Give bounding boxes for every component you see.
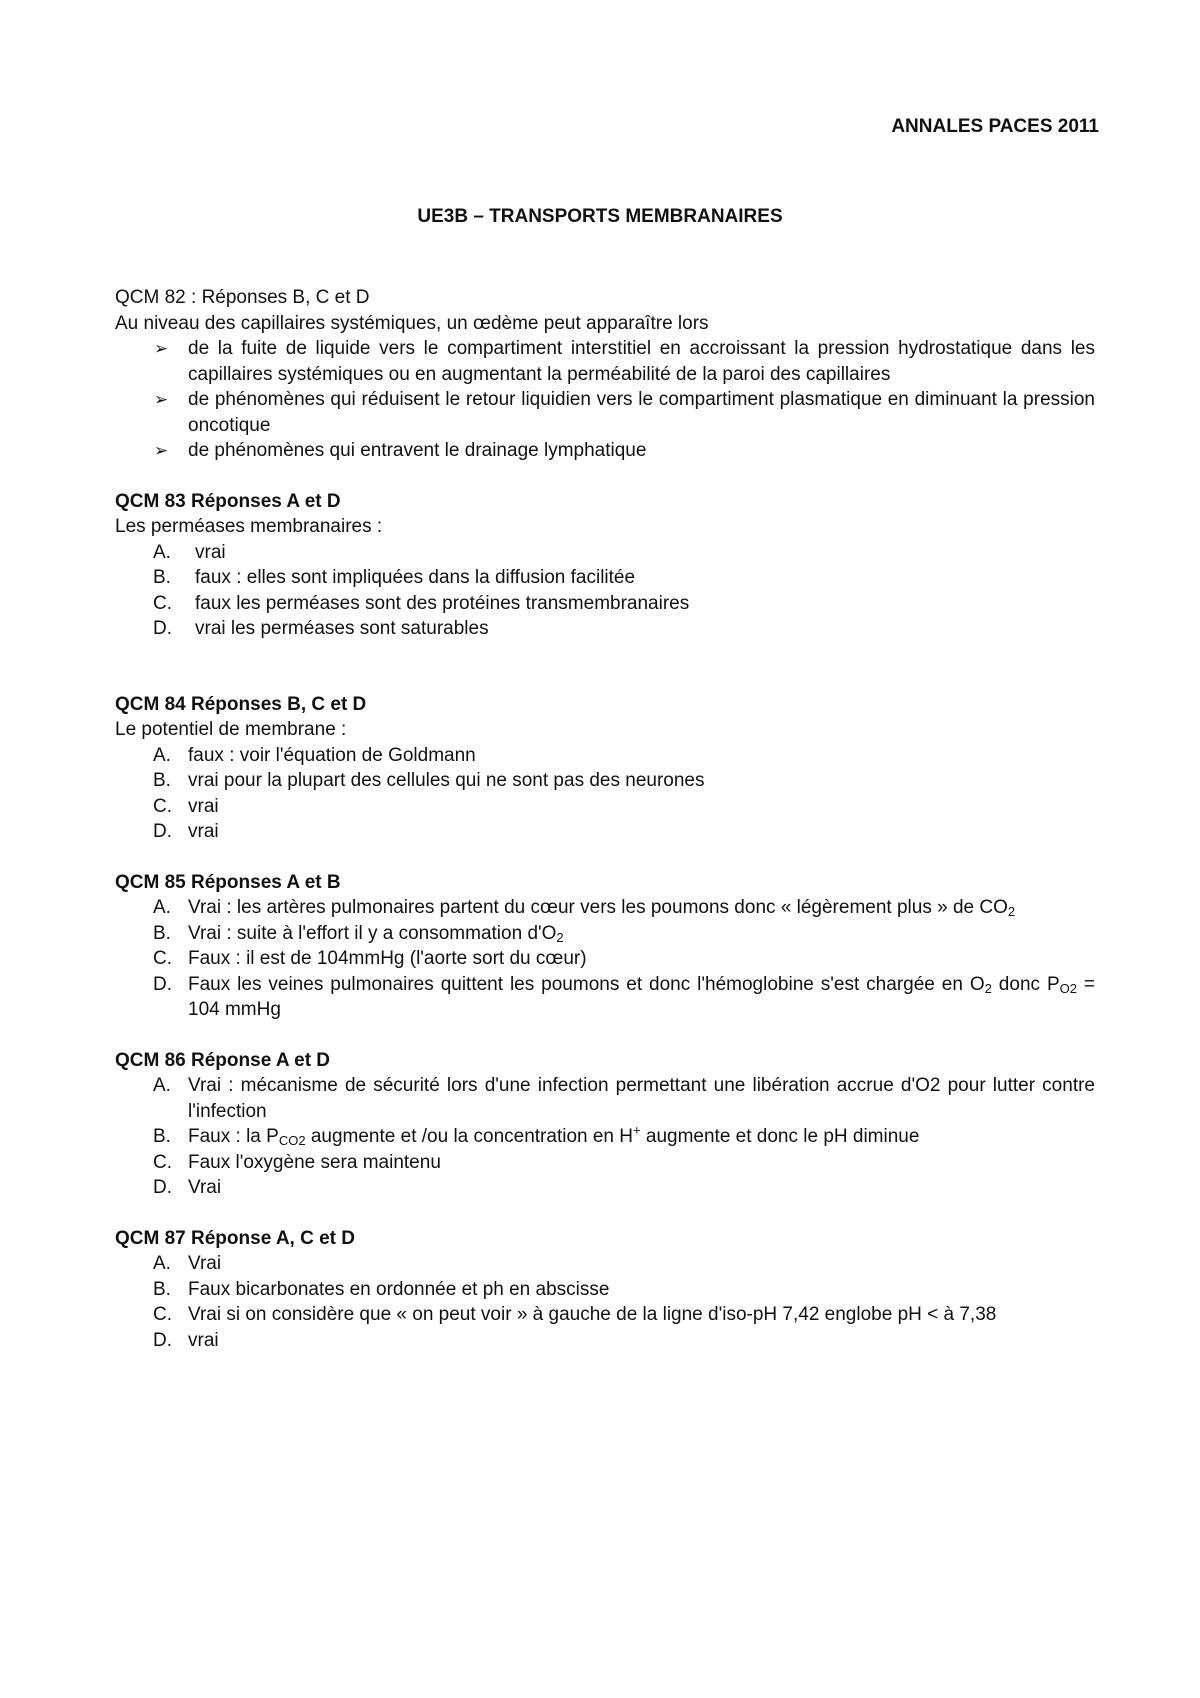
qcm-83-heading: QCM 83 Réponses A et D [115,490,341,512]
list-item: B. faux : elles sont impliquées dans la diffusion facilitée [153,567,636,588]
qcm-84 [115,692,1095,845]
list-item: D. Faux les veines pulmonaires quittent les poumons et donc l'hémoglobine s'est chargée en $O_2$ donc $P_{O2} = 104$ mmHg [153,973,1095,1020]
list-item: C. Vrai si on considère que « on peut voir » à gauche de la ligne d'iso-pH 7,42 englobe pH < à 7,38 [153,1304,997,1325]
list-item: A. faux : voir l'équation de Goldmann [153,744,476,766]
qcm-84-intro: Le potentiel de membrane : [115,719,347,740]
list-item: C. vrai [153,795,219,817]
qcm-82 [115,285,1095,464]
list-item: B. Faux : la $P_{CO2}$ augmente et /ou la concentration en H+ augmente et donc le pH diminue [153,1122,920,1148]
list-item: A. Vrai [153,1253,222,1274]
page-title: UE3B – TRANSPORTS MEMBRANAIRES [417,206,783,227]
qcm-85-answers [115,895,1095,1023]
list-item: D. vrai les perméases sont saturables [153,618,489,639]
list-item: A. vrai [153,541,226,563]
list-item: B. Vrai : suite à l'effort il y a consommation $d'O_2$ [153,922,564,945]
qcm-86-answers [115,1073,1095,1201]
list-item: D. vrai [153,1329,219,1351]
qcm-85 [115,870,1095,1023]
header-label: ANNALES PACES 2011 [891,116,1099,137]
qcm-83-intro: Les perméases membranaires : [115,516,383,537]
qcm-87-answers [115,1251,1095,1353]
qcm-87-heading: QCM 87 Réponse A, C et D [115,1227,356,1249]
list-item: D. Vrai [153,1177,222,1198]
list-item: C. Faux : il est de 104mmHg (l'aorte sort du cœur) [153,948,587,969]
qcm-84-answers [115,743,1095,845]
qcm-82-intro: Au niveau des capillaires systémiques, un œdème peut apparaître lors [115,312,709,334]
qcm-86 [115,1048,1095,1201]
list-item: ➢ de phénomènes qui entravent le drainage lymphatique [115,438,1095,464]
list-item: ➢ de phénomènes qui réduisent le retour liquidien vers le compartiment plasmatique en diminuant la pression oncotique [154,389,1095,436]
list-item: A. Vrai : mécanisme de sécurité lors d'une infection permettant une libération accrue d'O2 pour lutter contre l'infection [153,1075,1095,1122]
qcm-82-bullets [115,336,1095,464]
qcm-83-answers [115,540,1095,642]
qcm-82-heading: QCM 82 : Réponses B, C et D [115,287,370,308]
qcm-84-heading: QCM 84 Réponses B, C et D [115,693,367,715]
list-item: B. Faux bicarbonates en ordonnée et ph en abscisse [153,1278,610,1300]
list-item: ➢ de la fuite de liquide vers le compartiment interstitiel en accroissant la pression hydrostatique dans les capillaires systémiques ou en augmentant la perméabilité de la paroi des capillaires [154,338,1095,385]
qcm-87 [115,1226,1095,1354]
list-item: C. faux les perméases sont des protéines transmembranaires [153,592,690,614]
arrow-bullet-icon: ➢ [154,339,169,358]
document-body [115,285,1095,1353]
qcm-85-heading: QCM 85 Réponses A et B [115,871,341,893]
qcm-83 [115,489,1095,642]
arrow-bullet-icon: ➢ [154,390,169,409]
arrow-bullet-icon: ➢ [154,441,169,460]
list-item: C. Faux l'oxygène sera maintenu [153,1151,441,1173]
qcm-86-heading: QCM 86 Réponse A et D [115,1049,331,1071]
list-item: B. vrai pour la plupart des cellules qui ne sont pas des neurones [153,770,705,791]
list-item: D. vrai [153,821,219,842]
list-item: A. Vrai : les artères pulmonaires partent du cœur vers les poumons donc « légèrement plus » de $CO_2$ [153,897,1016,919]
